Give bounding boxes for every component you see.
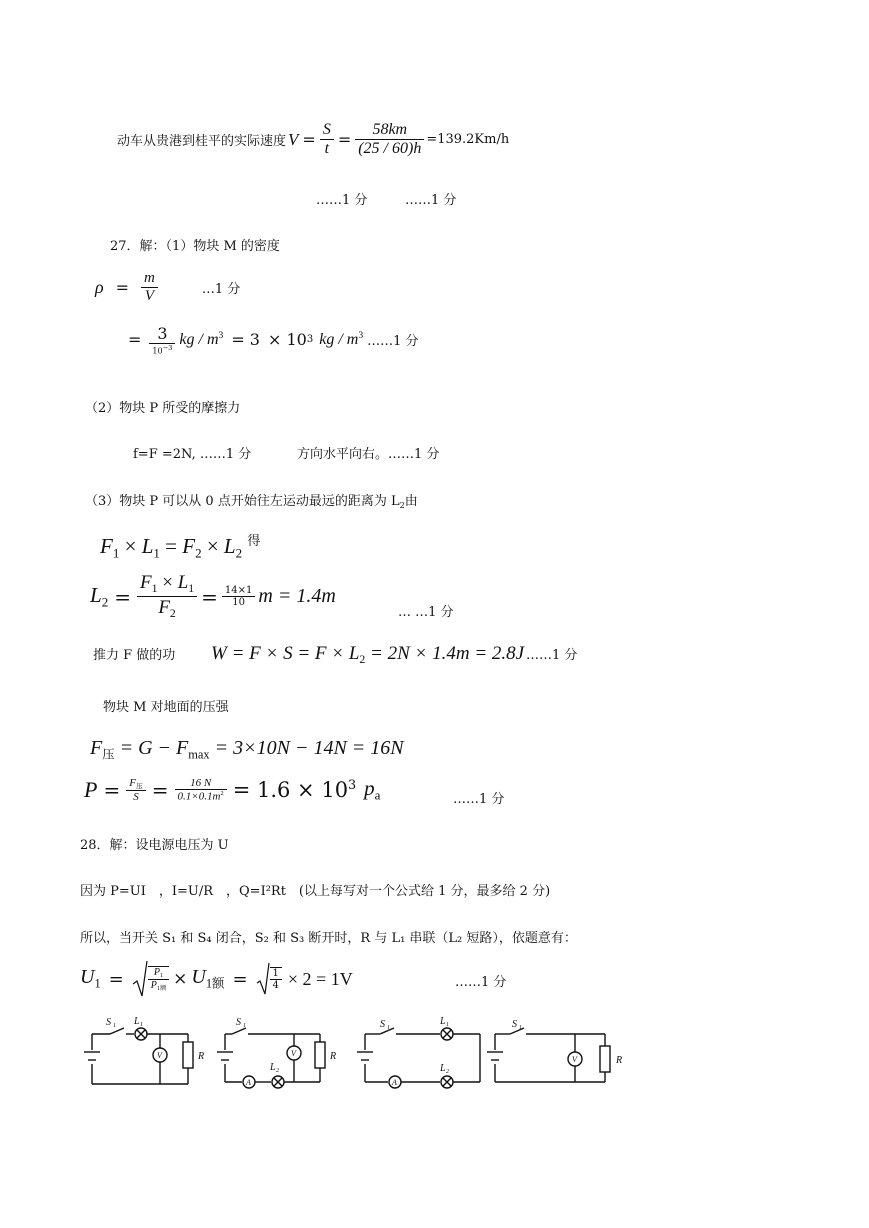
pressure-label: 物块 M 对地面的压强 — [103, 700, 229, 715]
friction-direction: 方向水平向右。……1 分 — [297, 447, 440, 462]
l2-score: … …1 分 — [398, 605, 454, 620]
circuit-diagrams — [80, 1012, 640, 1092]
svg-text:S: S — [236, 1017, 241, 1028]
sqrt-sign-icon — [256, 962, 270, 996]
svg-text:V: V — [572, 1055, 577, 1064]
sqrt-sign-icon — [132, 960, 148, 998]
density-calculation: = $\frac{3}{10^{-3}}$ kg / $m^3$ = 3 × 10 3 kg / $m^3$ ……1 分 — [128, 324, 419, 356]
q28-voltage-equation: $U_1$ = $\frac{P_1}{P_{1额}}$ × $U_{1额}$ = $\frac{1}{4}$ × 2 = 1V — [80, 960, 353, 998]
circuit-2 — [217, 1028, 325, 1088]
svg-text:1: 1 — [140, 1022, 143, 1028]
svg-text:S: S — [106, 1017, 111, 1028]
pressure-calculation: P = $\frac{F_压}{S}$ = $\frac{16 N}{0.1\times 0.1m^2}$ = $1.6 \times 10^3$ $p_a$ — [84, 776, 381, 803]
density-score: …1 分 — [201, 282, 241, 297]
circuit-3 — [357, 1028, 480, 1088]
work-label: 推力 F 做的功 — [93, 648, 176, 663]
svg-text:A: A — [392, 1078, 397, 1087]
work-score: ……1 分 — [526, 648, 578, 663]
pressure-score: ……1 分 — [453, 792, 505, 807]
q28-formulas: 因为 P=UI ，I=U/R ，Q=I²Rt (以上每写对一个公式给 1 分，最多给 2 分) — [80, 884, 551, 899]
score-b: ……1 分 — [405, 193, 457, 208]
circuit-1 — [84, 1028, 193, 1084]
q27-part2-heading: （2）物块 P 所受的摩擦力 — [85, 401, 241, 416]
velocity-result: =139.2Km/h — [426, 132, 510, 147]
svg-text:R: R — [330, 1051, 337, 1062]
svg-text:1: 1 — [387, 1025, 390, 1031]
density-calc-score: ……1 分 — [367, 334, 419, 350]
velocity-line: 动车从贵港到桂平的实际速度 V = $\frac{S}{t}$ = $\frac{58km}{(25 / 60)h}$ =139.2Km/h — [117, 121, 510, 157]
svg-text:L: L — [270, 1062, 276, 1073]
velocity-symbol: V — [288, 129, 299, 149]
svg-text:L: L — [134, 1016, 140, 1027]
velocity-fraction-values: $\frac{58km}{(25 / 60)h}$ — [355, 121, 424, 158]
svg-text:1: 1 — [113, 1023, 116, 1029]
work-equation: $W = F \times S = F \times L_2 = 2N \times 1.4m = 2.8J$ — [211, 643, 525, 667]
svg-text:L: L — [440, 1063, 446, 1074]
score-a: ……1 分 — [316, 193, 368, 208]
circuit-4 — [487, 1028, 610, 1082]
l2-calculation: $L_2$ = $\frac{F_1 \times L_1}{F_2}$ = $\frac{14\times 1}{10}$ m = 1.4m — [90, 572, 336, 621]
svg-text:1: 1 — [243, 1023, 246, 1029]
q28-score: ……1 分 — [455, 975, 507, 990]
svg-text:S: S — [380, 1019, 385, 1030]
q27-heading: 27．解：（1）物块 M 的密度 — [110, 239, 280, 254]
svg-text:R: R — [198, 1051, 205, 1062]
lever-equation: $F_1 \times L_1 = F_2 \times L_2$ $^得$ — [100, 533, 261, 561]
svg-text:L: L — [440, 1016, 446, 1027]
q27-part3-heading: （3）物块 P 可以从 0 点开始往左运动最远的距离为 $L_2$由 — [85, 494, 418, 510]
svg-text:2: 2 — [276, 1068, 279, 1074]
svg-text:V: V — [157, 1051, 162, 1060]
svg-text:A: A — [246, 1078, 251, 1087]
svg-text:R: R — [616, 1055, 623, 1066]
svg-text:S: S — [512, 1019, 517, 1030]
velocity-fraction-st: $\frac{S}{t}$ — [320, 121, 334, 158]
svg-text:1: 1 — [446, 1022, 449, 1028]
svg-text:2: 2 — [446, 1069, 449, 1075]
q28-heading: 28．解：设电源电压为 U — [80, 838, 229, 853]
svg-text:V: V — [291, 1049, 296, 1058]
density-formula: ρ = $\frac{m}{V}$ …1 分 — [95, 270, 241, 304]
pressure-force-equation: $F_压 = G - F_{max} = 3\times 10N - 14N = 16N$ — [90, 737, 404, 762]
svg-text:1: 1 — [519, 1025, 522, 1031]
friction-line: f=F =2N, ……1 分 — [133, 447, 252, 462]
q28-condition: 所以，当开关 S₁ 和 S₄ 闭合，S₂ 和 S₃ 断开时，R 与 L₁ 串联（L₂ 短路），依题意有： — [80, 931, 577, 946]
